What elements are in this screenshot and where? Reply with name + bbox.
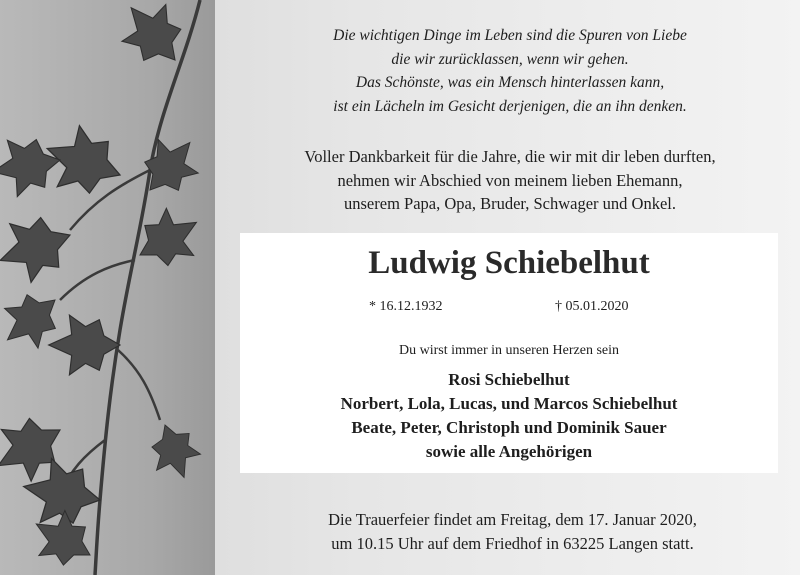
death-date: † 05.01.2020 [555, 299, 629, 314]
ivy-leaf [130, 126, 210, 207]
funeral-notice [240, 508, 785, 555]
poem-line: Die wichtigen Dinge im Leben sind die Spuren von Liebe [333, 27, 687, 44]
birth-date: * 16.12.1932 [369, 299, 443, 314]
deceased-name: Ludwig Schiebelhut [368, 245, 650, 281]
ivy-leaf [49, 315, 120, 375]
ivy-leaf [143, 417, 206, 485]
ivy-branch-icon [0, 0, 215, 575]
poem-line: Das Schönste, was ein Mensch hinterlassen kann, [355, 74, 665, 91]
intro-line: unserem Papa, Opa, Bruder, Schwager und Onkel. [344, 194, 676, 213]
poem-line: die wir zurücklassen, wenn wir gehen. [391, 50, 629, 68]
memorial-poem [250, 24, 770, 118]
farewell-line: Du wirst immer in unseren Herzen sein [398, 343, 620, 358]
ivy-leaf [109, 0, 197, 78]
ivy-leaf [0, 132, 65, 200]
mourner-line: Beate, Peter, Christoph und Dominik Sauer [351, 418, 667, 437]
mourner-line: Rosi Schiebelhut [448, 370, 570, 389]
intro-line: Voller Dankbarkeit für die Jahre, die wir mit dir leben durften, [304, 147, 716, 166]
mourner-line: sowie alle Angehörigen [425, 442, 593, 461]
farewell-intro [235, 145, 785, 216]
poem-line: ist ein Lächeln im Gesicht derjenigen, die an ihn denken. [333, 97, 687, 115]
mourner-line: Norbert, Lola, Lucas, und Marcos Schiebelhut [340, 394, 678, 413]
ivy-decoration-panel [0, 0, 215, 575]
funeral-line: Die Trauerfeier findet am Freitag, dem 17. Januar 2020, [328, 510, 697, 529]
obituary-box [240, 233, 778, 473]
mourners-list [240, 368, 778, 464]
ivy-leaf [0, 206, 81, 290]
funeral-line: um 10.15 Uhr auf dem Friedhof in 63225 Langen statt. [331, 533, 694, 553]
vine-branch [60, 260, 135, 300]
vine-stem [95, 0, 200, 575]
intro-line: nehmen wir Abschied von meinem lieben Ehemann, [337, 170, 683, 190]
vine-branch [118, 350, 160, 420]
